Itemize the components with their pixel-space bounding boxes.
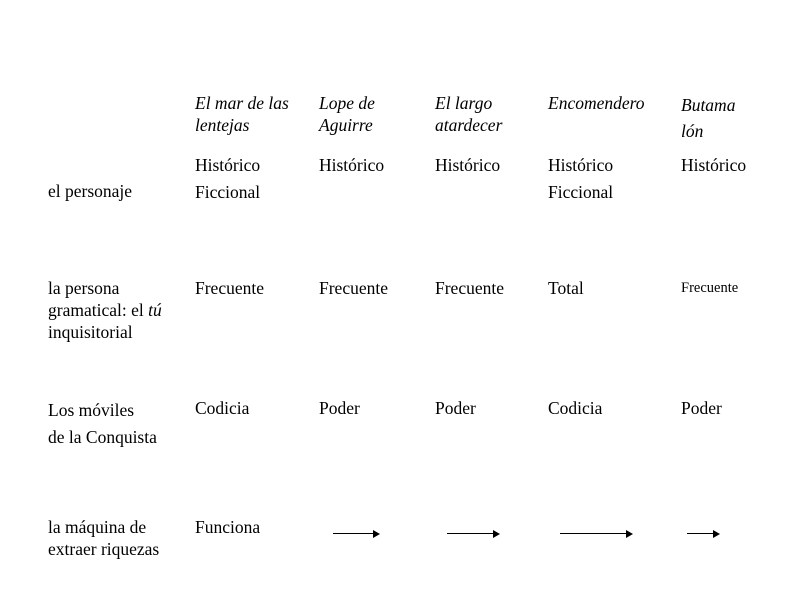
right-arrow-icon	[560, 529, 633, 539]
column-header-lope-de-aguirre	[319, 92, 375, 136]
column-header-line: lón	[681, 121, 704, 141]
cell-moviles-col5: Poder	[681, 398, 722, 418]
column-header-line: atardecer	[435, 115, 503, 135]
row-label-personaje: el personaje	[48, 181, 133, 201]
cell-line: Ficcional	[195, 182, 261, 202]
row-label-moviles	[48, 397, 157, 451]
column-header-el-largo-atardecer	[435, 92, 502, 136]
cell-moviles-col4: Codicia	[548, 398, 603, 418]
row-label-line: extraer riquezas	[48, 539, 160, 559]
right-arrow-icon	[687, 529, 720, 539]
column-header-encomendero	[548, 92, 645, 114]
cell-line: Histórico	[548, 155, 614, 175]
cell-persona-col5: Frecuente	[681, 280, 739, 296]
row-label-line: Los móviles	[48, 400, 135, 420]
right-arrow-icon	[447, 529, 500, 539]
cell-line: Histórico	[681, 155, 747, 175]
row-label-line: de la Conquista	[48, 427, 157, 447]
cell-line: Histórico	[195, 155, 261, 175]
cell-persona-col2: Frecuente	[319, 278, 388, 298]
row-label-text: gramatical: el	[48, 300, 149, 320]
right-arrow-icon	[333, 529, 380, 539]
cell-maquina-col1: Funciona	[195, 517, 261, 537]
cell-personaje-col2	[319, 152, 384, 179]
cell-persona-col3: Frecuente	[435, 278, 504, 298]
cell-personaje-col1	[195, 152, 260, 206]
cell-moviles-col3: Poder	[435, 398, 476, 418]
cell-line: Histórico	[435, 155, 501, 175]
cell-persona-col4: Total	[548, 278, 584, 298]
row-label-persona-gramatical	[48, 277, 162, 343]
row-label-line	[48, 299, 162, 321]
column-header-line: El mar de las	[195, 93, 289, 113]
row-label-line: la máquina de	[48, 517, 147, 537]
column-header-el-mar-de-las-lentejas	[195, 92, 289, 136]
row-label-line: la persona	[48, 278, 120, 298]
cell-moviles-col2: Poder	[319, 398, 360, 418]
cell-line: Ficcional	[548, 182, 614, 202]
column-header-butamalon	[681, 92, 735, 144]
column-header-line: Lope de	[319, 93, 375, 113]
column-header-line: Encomendero	[548, 93, 645, 113]
cell-moviles-col1: Codicia	[195, 398, 250, 418]
cell-personaje-col3	[435, 152, 500, 179]
cell-personaje-col5	[681, 152, 746, 179]
column-header-line: Butama	[681, 95, 736, 115]
cell-persona-col1: Frecuente	[195, 278, 264, 298]
row-label-line: inquisitorial	[48, 322, 133, 342]
cell-line: Histórico	[319, 155, 385, 175]
row-label-maquina	[48, 516, 159, 560]
column-header-line: El largo	[435, 93, 493, 113]
cell-personaje-col4	[548, 152, 613, 206]
row-label-italic-tu: tú	[148, 300, 162, 320]
column-header-line: Aguirre	[319, 115, 373, 135]
column-header-line: lentejas	[195, 115, 250, 135]
